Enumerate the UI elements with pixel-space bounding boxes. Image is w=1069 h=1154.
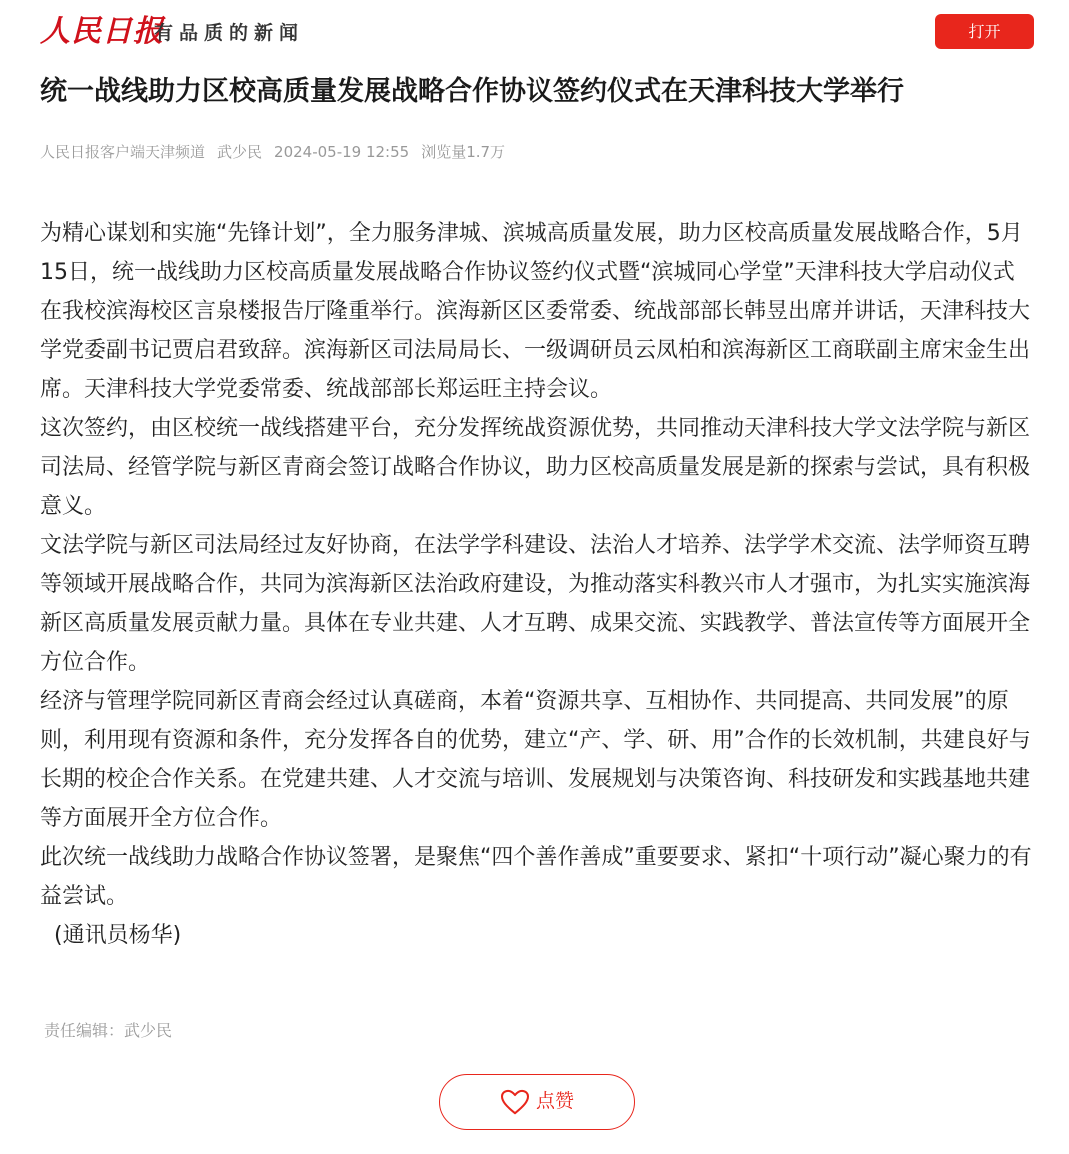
article-paragraph: 文法学院与新区司法局经过友好协商，在法学学科建设、法治人才培养、法学学术交流、法学师资互聘等领域开展战略合作，共同为滨海新区法治政府建设，为推动落实科教兴市人才强市，为扎实实施滨海新区高质量发展贡献力量。具体在专业共建、人才互聘、成果交流、实践教学、普法宣传等方面展开全方位合作。: [40, 533, 1031, 675]
article-paragraph: 为精心谋划和实施“先锋计划”，全力服务津城、滨城高质量发展，助力区校高质量发展战略合作，5月15日，统一战线助力区校高质量发展战略合作协议签约仪式暨“滨城同心学堂”天津科技大学启动仪式在我校滨海校区言泉楼报告厅隆重举行。滨海新区区委常委、统战部部长韩昱出席并讲话，天津科技大学党委副书记贾启君致辞。滨海新区司法局局长、一级调研员云凤柏和滨海新区工商联副主席宋金生出席。天津科技大学党委常委、统战部部长郑运旺主持会议。: [40, 221, 1031, 402]
article-title: 统一战线助力区校高质量发展战略合作协议签约仪式在天津科技大学举行: [40, 76, 904, 107]
heart-icon: [500, 1089, 530, 1115]
top-bar: [0, 0, 1069, 64]
meta-views: 浏览量1.7万: [421, 143, 506, 161]
reporter-credit: (通讯员杨华): [54, 923, 182, 948]
people-daily-logo[interactable]: 人民日报: [40, 14, 164, 49]
responsible-editor: 责任编辑：武少民: [44, 1021, 173, 1040]
meta-author: 武少民: [217, 143, 263, 161]
article-paragraph: 此次统一战线助力战略合作协议签署，是聚焦“四个善作善成”重要要求、紧扣“十项行动”凝心聚力的有益尝试。: [40, 845, 1032, 909]
meta-datetime: 2024-05-19 12:55: [274, 143, 410, 161]
open-app-button[interactable]: 打开: [935, 14, 1034, 49]
like-button[interactable]: [439, 1074, 635, 1130]
article-meta: [40, 140, 517, 164]
article-paragraph: 这次签约，由区校统一战线搭建平台，充分发挥统战资源优势，共同推动天津科技大学文法学院与新区司法局、经管学院与新区青商会签订战略合作协议，助力区校高质量发展是新的探索与尝试，具有积极意义。: [40, 416, 1031, 519]
article-body: [40, 214, 1036, 955]
article-paragraph: 经济与管理学院同新区青商会经过认真磋商，本着“资源共享、互相协作、共同提高、共同发展”的原则，利用现有资源和条件，充分发挥各自的优势，建立“产、学、研、用”合作的长效机制，共建良好与长期的校企合作关系。在党建共建、人才交流与培训、发展规划与决策咨询、科技研发和实践基地共建等方面展开全方位合作。: [40, 689, 1031, 831]
header-slogan: 有品质的新闻: [154, 22, 305, 44]
like-label: 点赞: [535, 1091, 574, 1112]
meta-source: 人民日报客户端天津频道: [40, 143, 206, 161]
